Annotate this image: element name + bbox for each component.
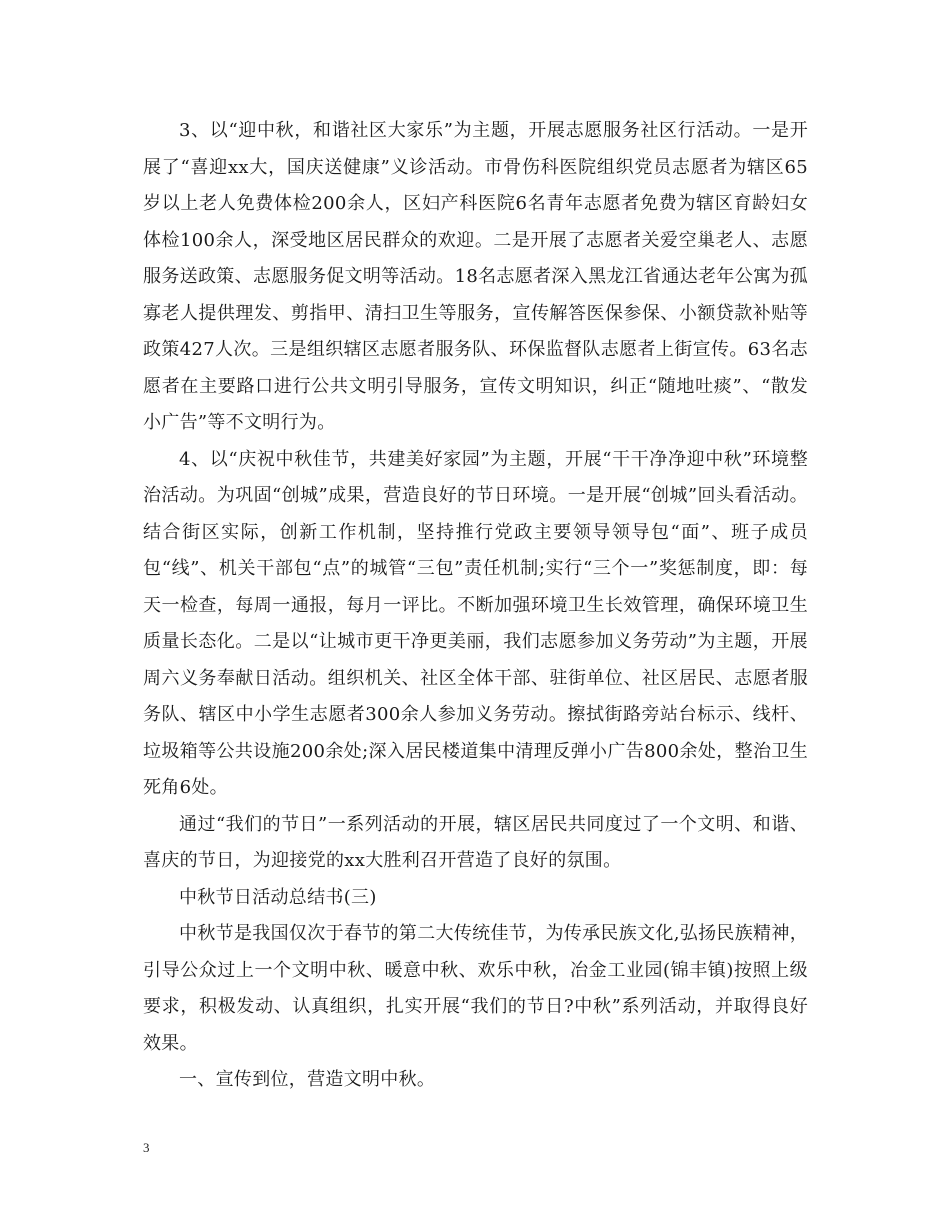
paragraph-summary: 通过“我们的节日”一系列活动的开展，辖区居民共同度过了一个文明、和谐、喜庆的节日，为迎接党的xx大胜利召开营造了良好的氛围。 [143, 813, 808, 871]
paragraph-item-3: 3、以“迎中秋，和谐社区大家乐”为主题，开展志愿服务社区行活动。一是开展了“喜迎xx大，国庆送健康”义诊活动。市骨伤科医院组织党员志愿者为辖区65岁以上老人免费体检200余人，区妇产科医院6名青年志愿者免费为辖区育龄妇女体检100余人，深受地区居民群众的欢迎。二是开展了志愿者关爱空巢老人、志愿服务送政策、志愿服务促文明等活动。18名志愿者深入黑龙江省通达老年公寓为孤寡老人提供理发、剪指甲、清扫卫生等服务，宣传解答医保参保、小额贷款补贴等政策427人次。三是组织辖区志愿者服务队、环保监督队志愿者上街宣传。63名志愿者在主要路口进行公共文明引导服务，宣传文明知识，纠正“随地吐痰”、“散发小广告”等不文明行为。 [143, 120, 808, 433]
page-number: 3 [143, 1140, 150, 1155]
paragraph-intro: 中秋节是我国仅次于春节的第二大传统佳节，为传承民族文化,弘扬民族精神，引导公众过上一个文明中秋、暖意中秋、欢乐中秋，冶金工业园(锦丰镇)按照上级要求，积极发动、认真组织，扎实开展“我们的节日?中秋”系列活动，并取得良好效果。 [143, 923, 808, 1054]
subsection-heading: 一、宣传到位，营造文明中秋。 [179, 1069, 436, 1090]
document-body [143, 113, 808, 1099]
paragraph-item-4: 4、以“庆祝中秋佳节，共建美好家园”为主题，开展“干干净净迎中秋”环境整治活动。为巩固“创城”成果，营造良好的节日环境。一是开展“创城”回头看活动。结合街区实际，创新工作机制，坚持推行党政主要领导领导包“面”、班子成员包“线”、机关干部包“点”的城管“三包”责任机制;实行“三个一”奖惩制度，即：每天一检查，每周一通报，每月一评比。不断加强环境卫生长效管理，确保环境卫生质量长态化。二是以“让城市更干净更美丽，我们志愿参加义务劳动”为主题，开展周六义务奉献日活动。组织机关、社区全体干部、驻街单位、社区居民、志愿者服务队、辖区中小学生志愿者300余人参加义务劳动。擦拭街路旁站台标示、线杆、垃圾箱等公共设施200余处;深入居民楼道集中清理反弹小广告800余处，整治卫生死角6处。 [143, 448, 808, 798]
section-heading: 中秋节日活动总结书(三) [179, 886, 377, 908]
